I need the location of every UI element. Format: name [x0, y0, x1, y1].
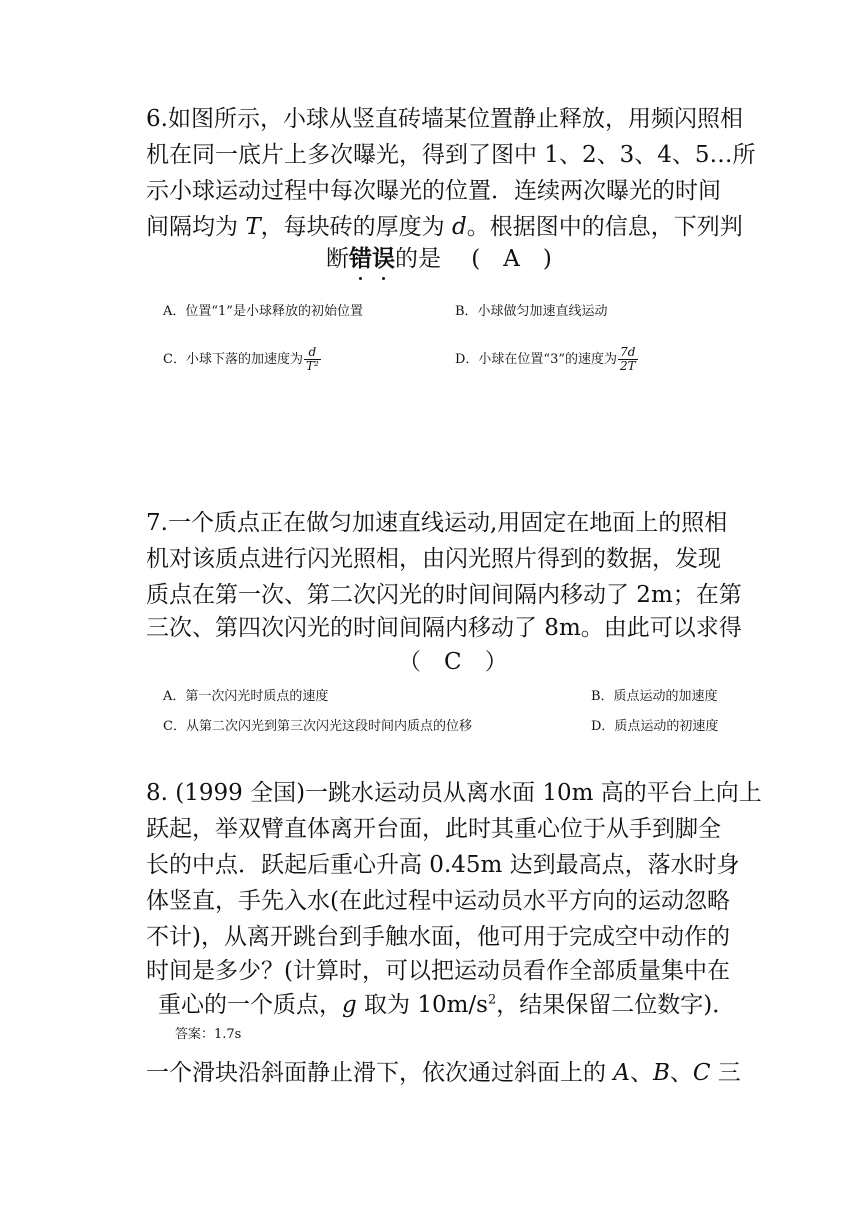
q9-point-c: C: [692, 1060, 711, 1086]
q8-superscript: 2: [488, 992, 497, 1008]
q8-line-5: 不计)，从离开跳台到手触水面，他可用于完成空中动作的: [146, 924, 730, 950]
q7-option-a: A．第一次闪光时质点的速度: [163, 689, 329, 704]
q6-line-4-text-b: ，每块砖的厚度为: [260, 214, 452, 240]
q6-line-4: [146, 212, 743, 242]
q9-separator-2: 、: [669, 1060, 693, 1086]
q6-line-2: 机在同一底片上多次曝光，得到了图中 1、2、3、4、5…所: [146, 142, 756, 168]
q6-var-T: T: [245, 214, 261, 240]
q6-line-4-text-a: 间隔均为: [146, 214, 246, 240]
q8-var-g: g: [342, 992, 357, 1018]
q6-line-5-text-b: 的是 ( A ): [395, 246, 552, 272]
q6-option-c-denominator: T²: [305, 359, 319, 373]
q8-line-4: 体竖直，手先入水(在此过程中运动员水平方向的运动忽略: [146, 888, 730, 914]
q6-option-b: B．小球做匀加速直线运动: [455, 304, 608, 319]
q7-line-4: 三次、第四次闪光的时间间隔内移动了 8m。由此可以求得: [146, 615, 742, 641]
q9-point-a: A: [613, 1060, 630, 1086]
q7-answer: （ C ）: [398, 649, 508, 675]
q6-option-d: [455, 346, 638, 373]
q6-line-4-text-c: 。根据图中的信息，下列判: [466, 214, 743, 240]
q6-emphasis-char-1: 错: [349, 245, 372, 272]
q8-line-6: 时间是多少？(计算时，可以把运动员看作全部质量集中在: [146, 958, 730, 984]
q6-option-c-fraction: [304, 346, 321, 373]
q9-separator-1: 、: [629, 1060, 653, 1086]
q6-option-a: A．位置“1”是小球释放的初始位置: [163, 304, 363, 319]
q6-var-d: d: [451, 214, 467, 240]
q6-option-c: [163, 346, 321, 373]
q9-point-b: B: [652, 1060, 670, 1086]
q8-line-7-text-a: 重心的一个质点，: [158, 992, 342, 1018]
q7-line-2: 机对该质点进行闪光照相，由闪光照片得到的数据，发现: [146, 546, 721, 572]
q8-line-7-text-c: ，结果保留二位数字)．: [496, 992, 736, 1018]
q6-line-5-text-a: 断: [326, 246, 349, 272]
q6-option-c-numerator: d: [304, 346, 321, 360]
q6-option-d-fraction: [618, 346, 638, 373]
q7-option-c: C．从第二次闪光到第三次闪光这段时间内质点的位移: [163, 719, 472, 734]
q9-line-1: [146, 1058, 741, 1088]
q7-line-1: 7.一个质点正在做匀加速直线运动,用固定在地面上的照相: [146, 510, 728, 536]
q7-option-d: D．质点运动的初速度: [591, 719, 719, 734]
q9-line-1-text-b: 三: [710, 1060, 741, 1086]
q8-line-1: 8. (1999 全国)一跳水运动员从离水面 10m 高的平台上向上: [146, 780, 762, 806]
q7-option-b: B．质点运动的加速度: [591, 689, 718, 704]
q6-line-1: 6.如图所示，小球从竖直砖墙某位置静止释放，用频闪照相: [146, 106, 743, 132]
q8-line-3: 长的中点．跃起后重心升高 0.45m 达到最高点，落水时身: [146, 852, 740, 878]
q6-emphasis-char-2: 误: [372, 245, 395, 272]
q6-line-5: [326, 244, 552, 274]
q6-option-d-text: D．小球在位置“3”的速度为: [455, 352, 617, 367]
q6-line-3: 示小球运动过程中每次曝光的位置．连续两次曝光的时间: [146, 178, 721, 204]
q6-option-d-denominator: 2T: [620, 359, 636, 373]
q8-line-2: 跃起，举双臂直体离开台面，此时其重心位于从手到脚全: [146, 816, 721, 842]
q6-option-d-numerator: 7d: [618, 346, 638, 360]
q6-option-c-text: C．小球下落的加速度为: [163, 352, 303, 367]
q8-line-7: [158, 990, 735, 1020]
q9-line-1-text-a: 一个滑块沿斜面静止滑下，依次通过斜面上的: [146, 1060, 614, 1086]
q8-line-7-text-b: 取为 10m/s: [356, 992, 488, 1018]
q7-line-3: 质点在第一次、第二次闪光的时间间隔内移动了 2m；在第: [146, 582, 742, 608]
q8-answer: 答案：1.7s: [175, 1027, 242, 1042]
